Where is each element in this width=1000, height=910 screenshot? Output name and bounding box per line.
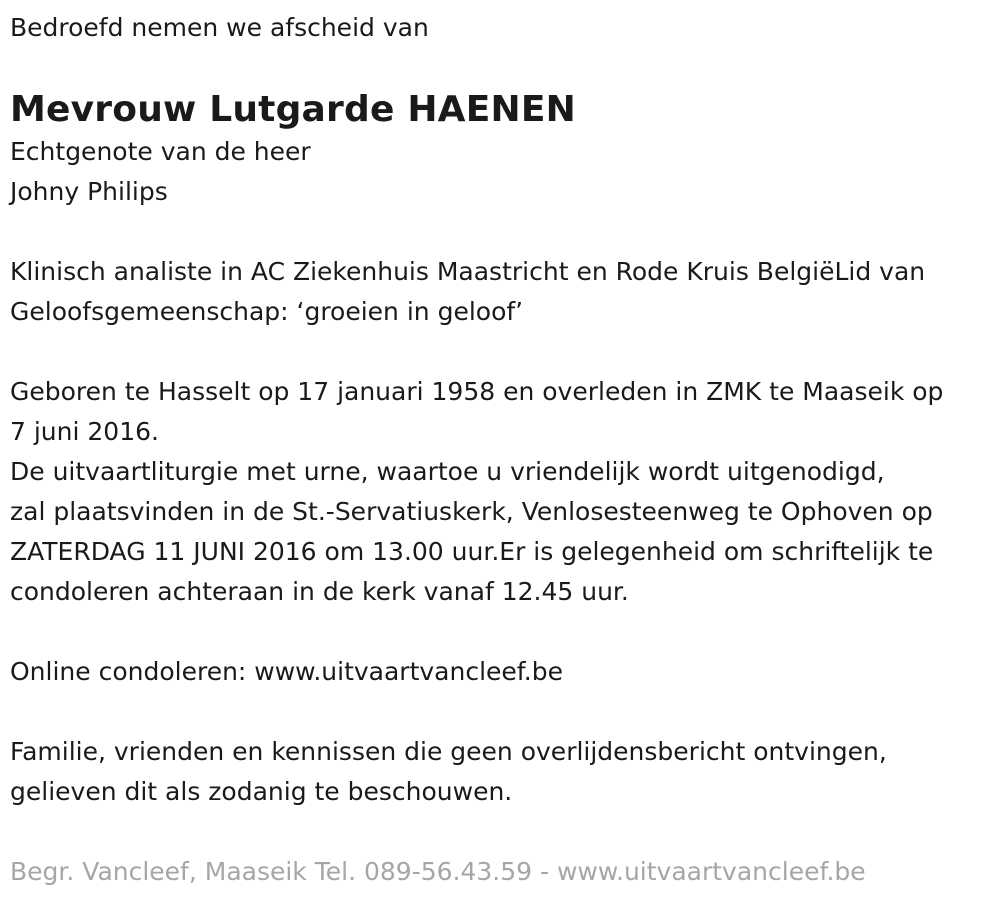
funeral-home-footer: Begr. Vancleef, Maaseik Tel. 089-56.43.59 - www.uitvaartvancleef.be — [10, 857, 866, 886]
details-line-3: De uitvaartliturgie met urne, waartoe u vriendelijk wordt uitgenodigd, — [10, 457, 885, 486]
closing-line-2: gelieven dit als zodanig te beschouwen. — [10, 777, 513, 806]
details-line-4: zal plaatsvinden in de St.-Servatiuskerk, Venlosesteenweg te Ophoven op — [10, 497, 933, 526]
spacer — [10, 48, 995, 88]
spacer — [10, 212, 995, 252]
deceased-name: Mevrouw Lutgarde HAENEN — [10, 89, 576, 130]
online-condolence: Online condoleren: www.uitvaartvancleef.be — [10, 657, 563, 686]
intro-text: Bedroefd nemen we afscheid van — [10, 13, 429, 42]
spacer — [10, 612, 995, 652]
relation-line-1: Echtgenote van de heer — [10, 137, 311, 166]
details-line-6: condoleren achteraan in de kerk vanaf 12.45 uur. — [10, 577, 629, 606]
spacer — [10, 332, 995, 372]
obituary-notice — [10, 8, 995, 812]
closing-line-1: Familie, vrienden en kennissen die geen overlijdensbericht ontvingen, — [10, 737, 887, 766]
spacer — [10, 692, 995, 732]
details-line-1: Geboren te Hasselt op 17 januari 1958 en overleden in ZMK te Maaseik op — [10, 377, 944, 406]
details-line-2: 7 juni 2016. — [10, 417, 159, 446]
relation-line-2: Johny Philips — [10, 177, 168, 206]
profession-line-2: Geloofsgemeenschap: ‘groeien in geloof’ — [10, 297, 524, 326]
profession-line-1: Klinisch analiste in AC Ziekenhuis Maastricht en Rode Kruis BelgiëLid van — [10, 257, 926, 286]
details-line-5: ZATERDAG 11 JUNI 2016 om 13.00 uur.Er is gelegenheid om schriftelijk te — [10, 537, 934, 566]
